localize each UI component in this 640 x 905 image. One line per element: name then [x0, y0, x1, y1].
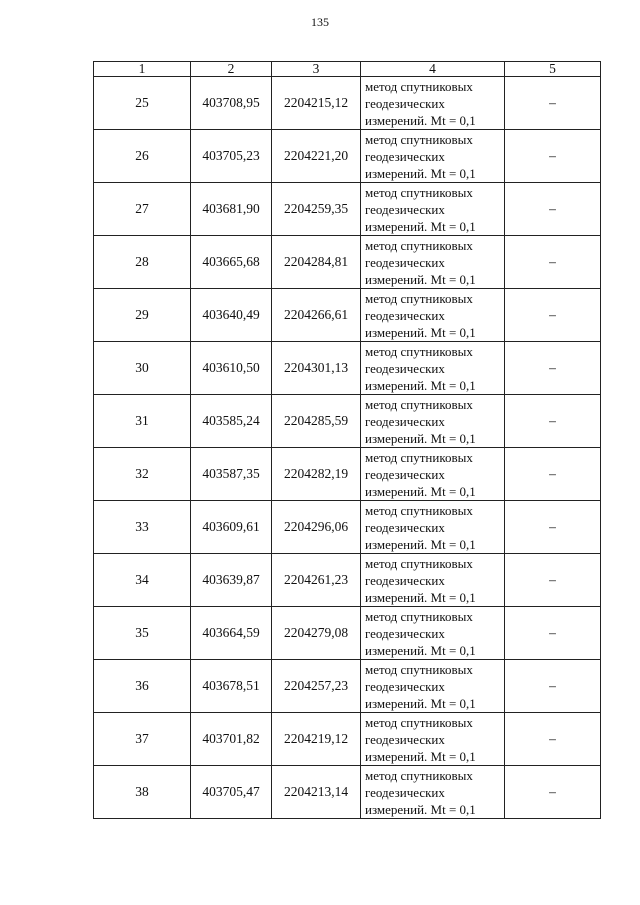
method-line: геодезических — [365, 201, 445, 217]
method-cell — [361, 660, 505, 713]
note-cell: – — [505, 766, 601, 819]
method-cell — [361, 130, 505, 183]
method-line: метод спутниковых — [365, 449, 473, 465]
point-number-cell: 36 — [94, 660, 191, 713]
coordinate-x-cell: 403587,35 — [191, 448, 272, 501]
method-line: метод спутниковых — [365, 78, 473, 94]
method-line: измерений. Mt = 0,1 — [365, 536, 476, 552]
coordinate-x-cell: 403701,82 — [191, 713, 272, 766]
note-cell: – — [505, 395, 601, 448]
table-row — [94, 183, 601, 236]
method-line: измерений. Mt = 0,1 — [365, 271, 476, 287]
header-col-2: 2 — [191, 62, 272, 77]
method-line: метод спутниковых — [365, 184, 473, 200]
method-line: измерений. Mt = 0,1 — [365, 748, 476, 764]
method-cell — [361, 395, 505, 448]
method-cell — [361, 183, 505, 236]
method-line: геодезических — [365, 254, 445, 270]
coordinate-x-cell: 403678,51 — [191, 660, 272, 713]
method-line: геодезических — [365, 307, 445, 323]
method-line: геодезических — [365, 466, 445, 482]
note-cell: – — [505, 501, 601, 554]
header-col-5: 5 — [505, 62, 601, 77]
method-line: метод спутниковых — [365, 714, 473, 730]
method-line: метод спутниковых — [365, 290, 473, 306]
point-number-cell: 30 — [94, 342, 191, 395]
method-line: метод спутниковых — [365, 237, 473, 253]
method-line: измерений. Mt = 0,1 — [365, 324, 476, 340]
method-cell — [361, 448, 505, 501]
coordinate-x-cell: 403639,87 — [191, 554, 272, 607]
table-row — [94, 660, 601, 713]
table-row — [94, 713, 601, 766]
point-number-cell: 31 — [94, 395, 191, 448]
method-line: метод спутниковых — [365, 608, 473, 624]
table-row — [94, 607, 601, 660]
coordinate-x-cell: 403681,90 — [191, 183, 272, 236]
method-line: геодезических — [365, 148, 445, 164]
point-number-cell: 33 — [94, 501, 191, 554]
method-cell — [361, 607, 505, 660]
coordinate-y-cell: 2204284,81 — [272, 236, 361, 289]
method-line: измерений. Mt = 0,1 — [365, 801, 476, 817]
point-number-cell: 27 — [94, 183, 191, 236]
method-cell — [361, 501, 505, 554]
coordinate-x-cell: 403609,61 — [191, 501, 272, 554]
table-header — [94, 62, 601, 77]
coordinate-y-cell: 2204266,61 — [272, 289, 361, 342]
coordinate-y-cell: 2204213,14 — [272, 766, 361, 819]
coordinate-x-cell: 403610,50 — [191, 342, 272, 395]
table-row — [94, 501, 601, 554]
note-cell: – — [505, 77, 601, 130]
point-number-cell: 25 — [94, 77, 191, 130]
note-cell: – — [505, 660, 601, 713]
method-line: геодезических — [365, 625, 445, 641]
method-line: измерений. Mt = 0,1 — [365, 695, 476, 711]
page-number: 135 — [311, 15, 329, 29]
point-number-cell: 35 — [94, 607, 191, 660]
coordinate-y-cell: 2204261,23 — [272, 554, 361, 607]
method-line: метод спутниковых — [365, 555, 473, 571]
note-cell: – — [505, 554, 601, 607]
method-line: геодезических — [365, 572, 445, 588]
coordinate-y-cell: 2204219,12 — [272, 713, 361, 766]
method-line: геодезических — [365, 413, 445, 429]
method-line: геодезических — [365, 678, 445, 694]
coordinate-x-cell: 403705,23 — [191, 130, 272, 183]
coordinate-y-cell: 2204215,12 — [272, 77, 361, 130]
point-number-cell: 38 — [94, 766, 191, 819]
coordinate-y-cell: 2204285,59 — [272, 395, 361, 448]
header-col-3: 3 — [272, 62, 361, 77]
table-row — [94, 395, 601, 448]
method-line: измерений. Mt = 0,1 — [365, 589, 476, 605]
method-cell — [361, 342, 505, 395]
table-row — [94, 448, 601, 501]
method-cell — [361, 713, 505, 766]
method-cell — [361, 289, 505, 342]
table-row — [94, 236, 601, 289]
method-cell — [361, 77, 505, 130]
method-line: измерений. Mt = 0,1 — [365, 165, 476, 181]
coordinate-y-cell: 2204301,13 — [272, 342, 361, 395]
method-line: метод спутниковых — [365, 343, 473, 359]
point-number-cell: 29 — [94, 289, 191, 342]
header-col-1: 1 — [94, 62, 191, 77]
coordinate-x-cell: 403708,95 — [191, 77, 272, 130]
method-line: геодезических — [365, 95, 445, 111]
note-cell: – — [505, 448, 601, 501]
note-cell: – — [505, 342, 601, 395]
coordinate-x-cell: 403664,59 — [191, 607, 272, 660]
coordinate-y-cell: 2204221,20 — [272, 130, 361, 183]
table-body — [94, 77, 601, 819]
method-line: метод спутниковых — [365, 502, 473, 518]
point-number-cell: 28 — [94, 236, 191, 289]
method-line: геодезических — [365, 519, 445, 535]
method-line: метод спутниковых — [365, 131, 473, 147]
method-line: геодезических — [365, 784, 445, 800]
coordinate-x-cell: 403585,24 — [191, 395, 272, 448]
table-row — [94, 77, 601, 130]
point-number-cell: 34 — [94, 554, 191, 607]
note-cell: – — [505, 183, 601, 236]
table-row — [94, 342, 601, 395]
note-cell: – — [505, 713, 601, 766]
note-cell: – — [505, 130, 601, 183]
coordinate-y-cell: 2204259,35 — [272, 183, 361, 236]
method-line: метод спутниковых — [365, 767, 473, 783]
point-number-cell: 26 — [94, 130, 191, 183]
method-line: измерений. Mt = 0,1 — [365, 218, 476, 234]
method-line: геодезических — [365, 360, 445, 376]
coordinate-y-cell: 2204282,19 — [272, 448, 361, 501]
header-col-4: 4 — [361, 62, 505, 77]
header-row — [94, 62, 601, 77]
method-cell — [361, 766, 505, 819]
method-line: геодезических — [365, 731, 445, 747]
point-number-cell: 37 — [94, 713, 191, 766]
coordinate-x-cell: 403665,68 — [191, 236, 272, 289]
coordinate-y-cell: 2204296,06 — [272, 501, 361, 554]
table-row — [94, 130, 601, 183]
method-cell — [361, 554, 505, 607]
point-number-cell: 32 — [94, 448, 191, 501]
note-cell: – — [505, 607, 601, 660]
note-cell: – — [505, 236, 601, 289]
coordinate-x-cell: 403640,49 — [191, 289, 272, 342]
coordinates-table — [93, 61, 601, 819]
note-cell: – — [505, 289, 601, 342]
table-row — [94, 289, 601, 342]
coordinate-y-cell: 2204257,23 — [272, 660, 361, 713]
method-line: измерений. Mt = 0,1 — [365, 483, 476, 499]
coordinate-x-cell: 403705,47 — [191, 766, 272, 819]
method-cell — [361, 236, 505, 289]
table-row — [94, 766, 601, 819]
method-line: метод спутниковых — [365, 661, 473, 677]
coordinate-y-cell: 2204279,08 — [272, 607, 361, 660]
method-line: измерений. Mt = 0,1 — [365, 112, 476, 128]
method-line: измерений. Mt = 0,1 — [365, 430, 476, 446]
method-line: измерений. Mt = 0,1 — [365, 642, 476, 658]
method-line: метод спутниковых — [365, 396, 473, 412]
method-line: измерений. Mt = 0,1 — [365, 377, 476, 393]
table-row — [94, 554, 601, 607]
